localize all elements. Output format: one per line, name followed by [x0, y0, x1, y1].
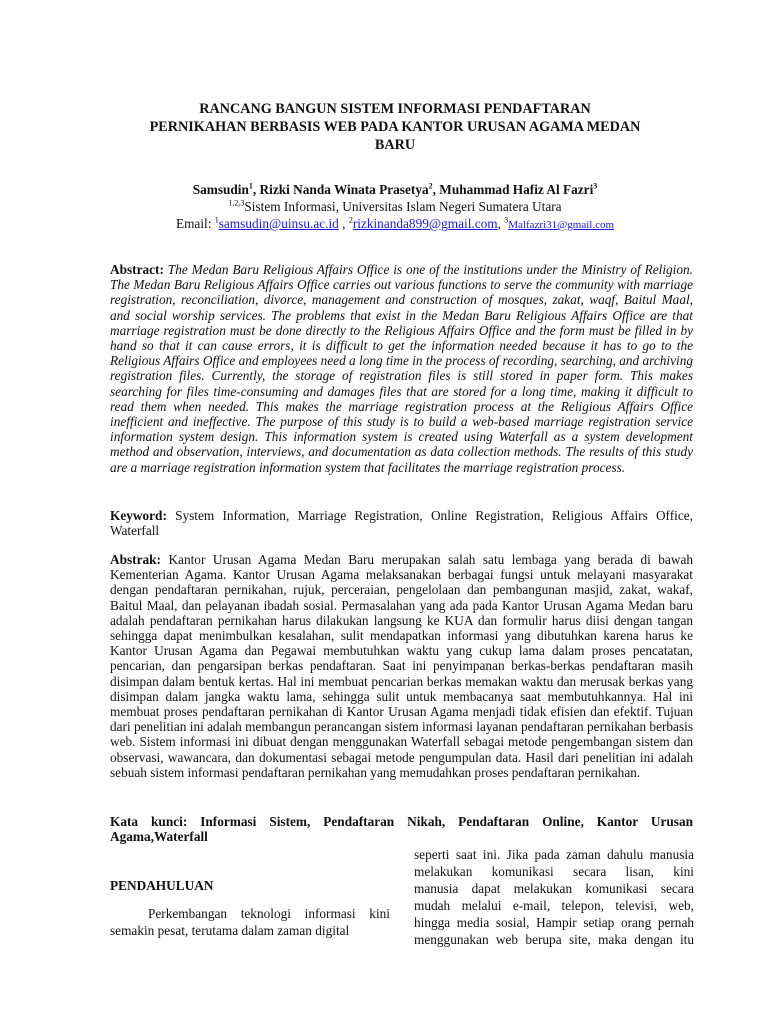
abstract-english-text: The Medan Baru Religious Affairs Office is one of the institutions under the Ministry of Religion. The Medan Baru Religious Affairs Office carries out various functions to serve the community with marriage registration, reconciliation, divorce, management and construction of mosques, zakat, waqf, Baitul Maal, and social worship services. The problems that exist in the Medan Baru Religious Affairs Office are that marriage registration must be done directly to the Religious Affairs Office and the form must be filled in by hand so that it can cause errors, it is difficult to get the information needed because it has to go to the Religious Affairs Office and employees need a long time in the process of recording, searching, and archiving registration files. Currently, the storage of registration files is still stored in paper form. This makes searching for files time-consuming and damages files that are stored for a long time, making it difficult to read them when needed. This makes the marriage registration process at the Religious Affairs Office inefficient and ineffective. The purpose of this study is to build a web-based marriage registration service information system design. This information system is created using Waterfall as a system development method and observation, interviews, and documentation as data collection methods. The results of this study are a marriage registration information system that facilitates the marriage registration process.	[110, 262, 693, 475]
right-column-line: menggunakan web berupa site, maka dengan itu	[414, 932, 694, 947]
author-list	[100, 182, 690, 198]
keywords-english	[110, 508, 693, 538]
right-column-line: seperti saat ini. Jika pada zaman dahulu manusia	[414, 847, 694, 862]
email-2-sup: 2	[348, 215, 353, 225]
author-1-sup: 1	[248, 181, 253, 191]
keywords-english-text: System Information, Marriage Registration, Online Registration, Religious Affairs Office, Waterfall	[110, 508, 693, 539]
title-line-1: RANCANG BANGUN SISTEM INFORMASI PENDAFTARAN	[199, 101, 591, 117]
email-3-sup: 3	[504, 215, 509, 225]
author-3-sup: 3	[593, 181, 598, 191]
title-line-3: BARU	[374, 137, 416, 153]
pendahuluan-right-column	[414, 846, 694, 948]
right-column-line: mudah melalui e-mail, telepon, televisi, web,	[414, 898, 694, 913]
affiliation-text: Sistem Informasi, Universitas Islam Negeri Sumatera Utara	[244, 199, 562, 214]
author-3: , Muhammad Hafiz Al Fazri	[432, 182, 594, 197]
author-2: , Rizki Nanda Winata Prasetya	[252, 182, 429, 197]
abstract-indonesian-label: Abstrak:	[110, 552, 161, 567]
affiliation	[100, 199, 690, 215]
email-1-sup: 1	[214, 215, 219, 225]
keywords-english-label: Keyword:	[110, 508, 167, 523]
paper-title	[120, 100, 670, 154]
right-column-line: manusia dapat melakukan komunikasi secara	[414, 881, 694, 896]
email-link-2[interactable]: rizkinanda899@gmail.com	[352, 216, 498, 231]
pendahuluan-left-column: Perkembangan teknologi informasi kini semakin pesat, terutama dalam zaman digital	[110, 906, 390, 938]
email-sep-2: ,	[497, 216, 505, 231]
title-line-2: PERNIKAHAN BERBASIS WEB PADA KANTOR URUSAN AGAMA MEDAN	[149, 119, 641, 135]
email-label: Email:	[175, 216, 215, 231]
abstract-english-label: Abstract:	[110, 262, 164, 277]
keywords-indonesian: Kata kunci: Informasi Sistem, Pendaftaran Nikah, Pendaftaran Online, Kantor Urusan Agama,Waterfall	[110, 814, 693, 845]
abstract-indonesian	[110, 552, 693, 780]
email-list	[100, 215, 690, 234]
email-link-3[interactable]: Malfazri31@gmail.com	[508, 219, 615, 231]
abstract-english	[110, 262, 693, 475]
abstract-indonesian-text: Kantor Urusan Agama Medan Baru merupakan salah satu lembaga yang berada di bawah Kementerian Agama. Kantor Urusan Agama melaksanakan berbagai fungsi untuk melayani masyarakat dengan pendaftaran pernikahan, rujuk, perceraian, pengelolaan dan pembangunan masjid, zakat, wakaf, Baitul Maal, dan pelayanan ibadah sosial. Permasalahan yang ada pada Kantor Urusan Agama Medan baru adalah pendaftaran pernikahan harus dilakukan langsung ke KUA dan formulir harus diisi dengan tangan sehingga dapat menimbulkan kesalahan, sulit mendapatkan informasi yang dibutuhkan karena harus ke Kantor Urusan Agama dan Pegawai membutuhkan waktu yang cukup lama dalam proses pencatatan, pencarian, dan pengarsipan berkas pendaftaran. Saat ini penyimpanan berkas-berkas pendaftaran masih disimpan dalam bentuk kertas. Hal ini membuat pencarian berkas memakan waktu dan merusak berkas yang disimpan dalam jangka waktu lama, sehingga sulit untuk membacanya saat membutuhkannya. Hal ini membuat proses pendaftaran pernikahan di Kantor Urusan Agama menjadi tidak efisien dan efektif. Tujuan dari penelitian ini adalah membangun perancangan sistem informasi layanan pendaftaran pernikahan berbasis web. Sistem informasi ini dibuat dengan menggunakan Waterfall sebagai metode pengembangan sistem dan observasi, wawancara, dan dokumentasi sebagai metode pengumpulan data. Hasil dari penelitian ini adalah sebuah sistem informasi pendaftaran pernikahan yang memudahkan proses pendaftaran pernikahan.	[110, 552, 693, 780]
author-2-sup: 2	[428, 181, 433, 191]
email-sep-1: ,	[338, 216, 349, 231]
author-1: Samsudin	[192, 182, 249, 197]
right-column-line: hingga media sosial, Hampir setiap orang pernah	[414, 915, 694, 930]
affiliation-sup: 1,2,3	[228, 198, 245, 208]
email-link-1[interactable]: samsudin@uinsu.ac.id	[218, 216, 339, 231]
section-heading-pendahuluan: PENDAHULUAN	[110, 878, 214, 893]
right-column-line: melakukan komunikasi secara lisan, kini	[414, 864, 694, 879]
